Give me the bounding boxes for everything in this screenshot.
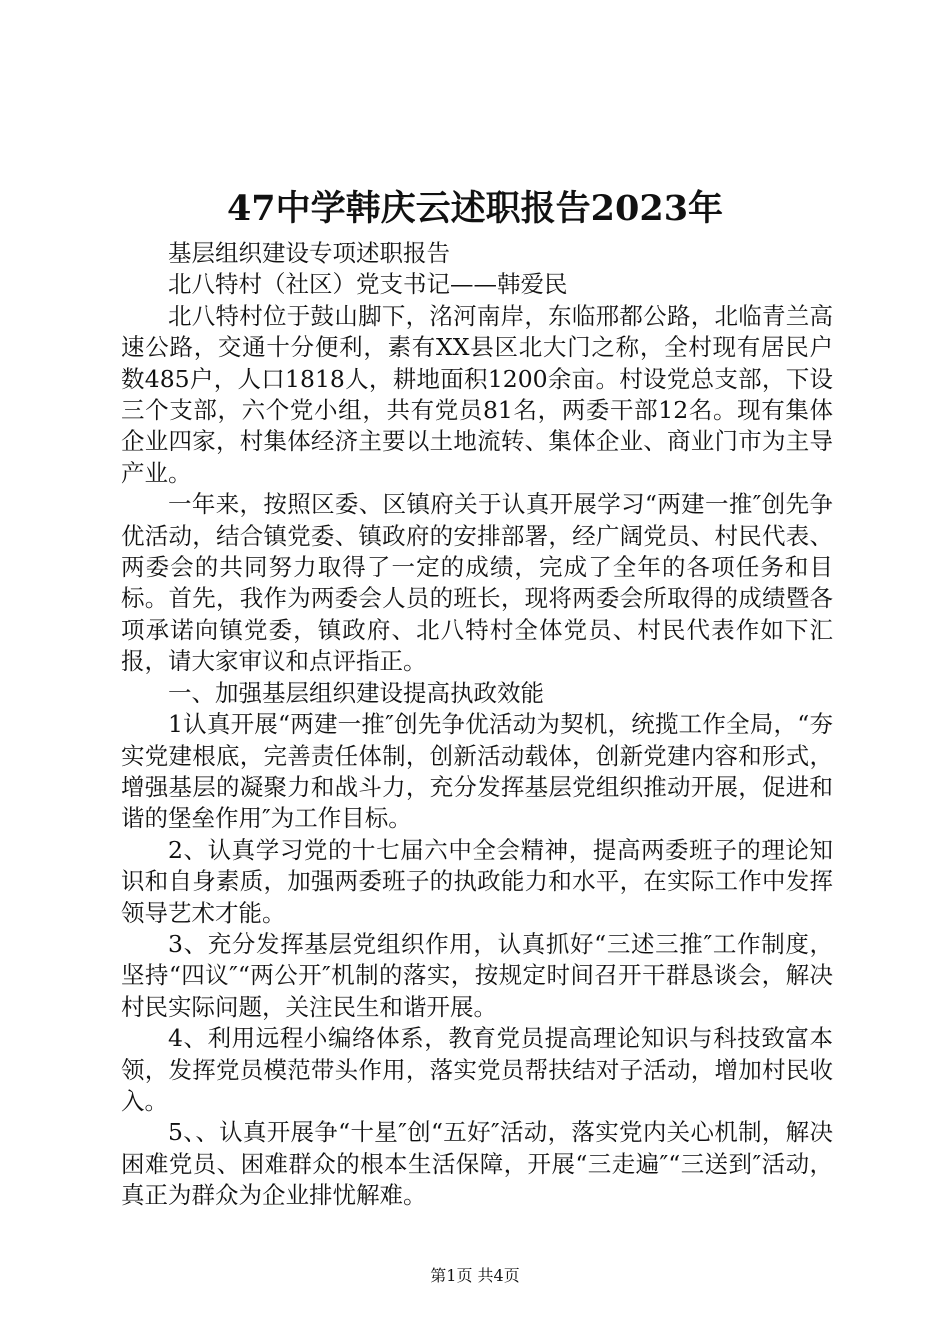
document-title: 47中学韩庆云述职报告2023年 bbox=[226, 188, 724, 229]
paragraph-item-4: 4、利用远程小编络体系，教育党员提高理论知识与科技致富本领，发挥党员模范带头作用，落实党员帮扶结对子活动，增加村民收入。 bbox=[121, 1024, 833, 1115]
paragraph-intro: 北八特村位于鼓山脚下，洺河南岸，东临邢都公路，北临青兰高速公路，交通十分便利，素有XX县区北大门之称，全村现有居民户数485户，人口1818人，耕地面积1200余亩。村设党总支部，下设三个支部，六个党小组，共有党员81名，两委干部12名。现有集体企业四家，村集体经济主要以土地流转、集体企业、商业门市为主导产业。 bbox=[121, 301, 833, 487]
page-footer: 第1页 共4页 bbox=[430, 1266, 520, 1285]
section-heading: 一、加强基层组织建设提高执政效能 bbox=[168, 678, 544, 707]
paragraph-summary: 一年来，按照区委、区镇府关于认真开展学习“两建一推″创先争优活动，结合镇党委、镇政府的安排部署，经广阔党员、村民代表、两委会的共同努力取得了一定的成绩，完成了全年的各项任务和目标。首先，我作为两委会人员的班长，现将两委会所取得的成绩暨各项承诺向镇党委，镇政府、北八特村全体党员、村民代表作如下汇报，请大家审议和点评指正。 bbox=[121, 490, 833, 676]
paragraph-item-1: 1认真开展“两建一推″创先争优活动为契机，统揽工作全局，“夯实党建根底，完善责任体制，创新活动载体，创新党建内容和形式，增强基层的凝聚力和战斗力，充分发挥基层党组织推动开展，促进和谐的堡垒作用″为工作目标。 bbox=[121, 710, 833, 833]
paragraph-subtitle: 基层组织建设专项述职报告 bbox=[168, 239, 450, 267]
paragraph-item-5: 5、、认真开展争“十星″创“五好″活动，落实党内关心机制，解决困难党员、困难群众的根本生活保障，开展“三走遍″“三送到″活动，真正为群众为企业排忧解难。 bbox=[121, 1118, 833, 1210]
paragraph-item-2: 2、认真学习党的十七届六中全会精神，提高两委班子的理论知识和自身素质，加强两委班子的执政能力和水平，在实际工作中发挥领导艺术才能。 bbox=[121, 835, 833, 927]
paragraph-author: 北八特村（社区）党支书记——韩爱民 bbox=[168, 270, 568, 299]
paragraph-item-3: 3、充分发挥基层党组织作用，认真抓好“三述三推″工作制度，坚持“四议″“两公开″机制的落实，按规定时间召开干群恳谈会，解决村民实际问题，关注民生和谐开展。 bbox=[121, 929, 833, 1021]
document-body bbox=[121, 238, 833, 1212]
